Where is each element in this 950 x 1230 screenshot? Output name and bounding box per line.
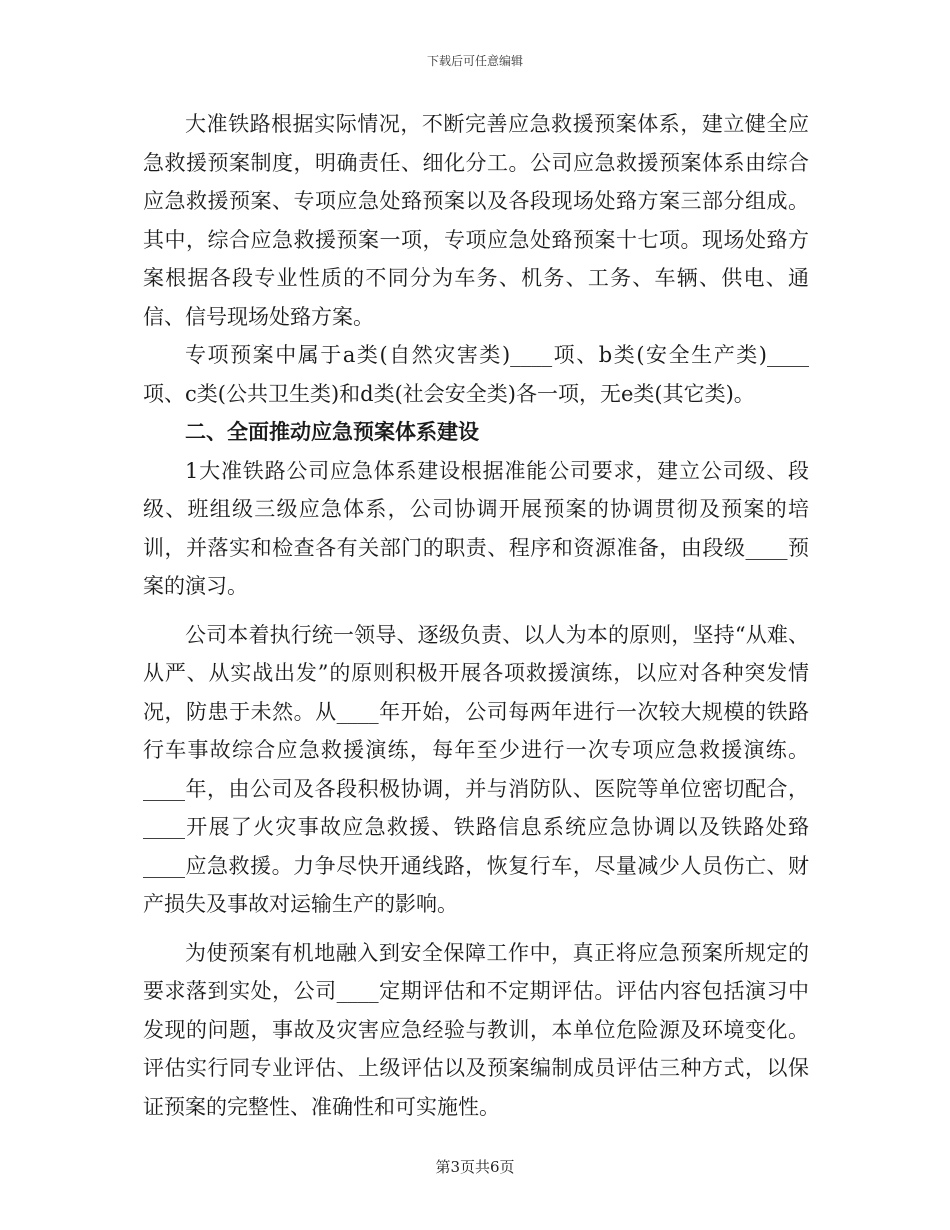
paragraph-evaluation: 为使预案有机地融入到安全保障工作中，真正将应急预案所规定的要求落到实处，公司____定期评估和不定期评估。评估内容包括演习中发现的问题，事故及灾害应急经验与教训，本单位危险源及环境变化。评估实行同专业评估、上级评估以及预案编制成员评估三种方式，以保证预案的完整性、准确性和可实施性。 (143, 940, 809, 1119)
page-number: 第3页共6页 (435, 1158, 515, 1176)
paragraph-three-level-system: 1大准铁路公司应急体系建设根据准能公司要求，建立公司级、段级、班组级三级应急体系，公司协调开展预案的协调贯彻及预案的培训，并落实和检查各有关部门的职责、程序和资源准备，由段级____预案的演习。 (143, 458, 809, 598)
section-heading: 二、全面推动应急预案体系建设 (185, 419, 479, 444)
document-body (143, 105, 809, 1126)
paragraph-special-plan-categories: 专项预案中属于a类(自然灾害类)____项、b类(安全生产类)____项、c类(公共卫生类)和d类(社会安全类)各一项，无e类(其它类)。 (143, 343, 809, 406)
paragraph-emergency-plan-system: 大准铁路根据实际情况，不断完善应急救援预案体系，建立健全应急救援预案制度，明确责任、细化分工。公司应急救援预案体系由综合应急救援预案、专项应急处臵预案以及各段现场处臵方案三部分组成。其中，综合应急救援预案一项，专项应急处臵预案十七项。现场处臵方案根据各段专业性质的不同分为车务、机务、工务、车辆、供电、通信、信号现场处臵方案。 (143, 112, 809, 329)
header-note: 下载后可任意编辑 (426, 54, 523, 68)
paragraph-drills: 公司本着执行统一领导、逐级负责、以人为本的原则，坚持“从难、从严、从实战出发”的原则积极开展各项救援演练，以应对各种突发情况，防患于未然。从____年开始，公司每两年进行一次较大规模的铁路行车事故综合应急救援演练，每年至少进行一次专项应急救援演练。____年，由公司及各段积极协调，并与消防队、医院等单位密切配合，____开展了火灾事故应急救援、铁路信息系统应急协调以及铁路处臵____应急救援。力争尽快开通线路，恢复行车，尽量减少人员伤亡、财产损失及事故对运输生产的影响。 (143, 622, 809, 916)
